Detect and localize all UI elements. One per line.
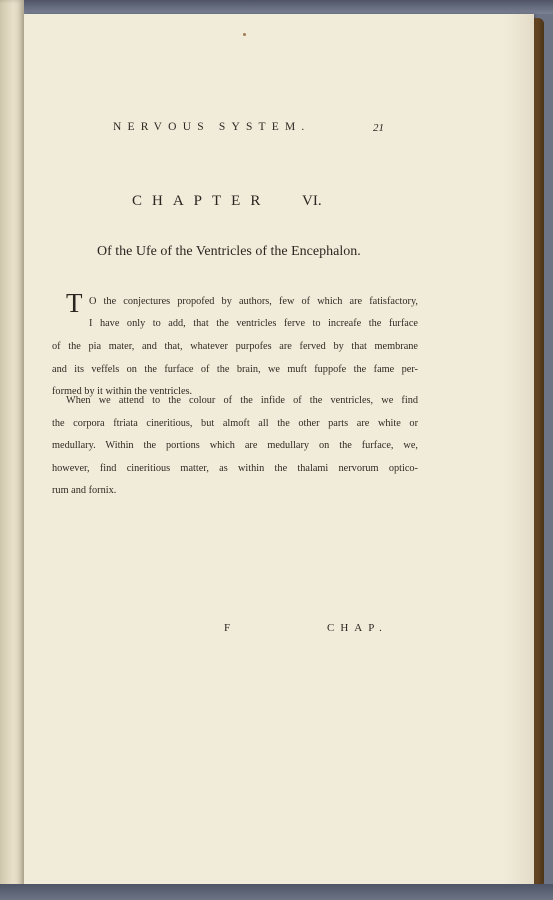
chapter-number: VI.: [302, 193, 322, 209]
paragraph-1-line-3: of the pia mater, and that, whatever purpofes are ferved by that membrane: [52, 341, 418, 352]
drop-cap: T: [66, 288, 83, 318]
page-number: 21: [373, 122, 384, 134]
paper-spot: [243, 33, 246, 36]
catchword: CHAP.: [327, 622, 388, 634]
running-head: NERVOUS SYSTEM.: [113, 121, 311, 133]
paragraph-2: [52, 390, 418, 503]
paragraph-1-line-1: O the conjectures propofed by authors, few of which are fatisfactory,: [89, 296, 418, 307]
paragraph-2-line-5: rum and fornix.: [52, 485, 117, 496]
paragraph-1-line-2: I have only to add, that the ventricles ferve to increafe the furface: [89, 318, 418, 329]
paragraph-2-line-2: the corpora ftriata cineritious, but almoft all the other parts are white or: [52, 417, 418, 429]
chapter-label: CHAPTER: [132, 193, 271, 209]
paragraph-1-line-4: and its veffels on the furface of the brain, we muft fuppofe the fame per-: [52, 363, 418, 375]
paragraph-1-line-5: formed by it within the ventricles.: [52, 386, 193, 397]
chapter-title: Of the Ufe of the Ventricles of the Encephalon.: [97, 244, 361, 259]
scan-background-bottom: [0, 884, 553, 900]
facing-page-edge: [0, 0, 24, 900]
signature-mark: F: [224, 622, 231, 634]
paragraph-2-line-1: When we attend to the colour of the infide of the ventricles, we find: [66, 395, 418, 406]
paragraph-2-line-4: however, find cineritious matter, as within the thalami nervorum optico-: [52, 462, 418, 474]
paragraph-2-line-3: medullary. Within the portions which are medullary on the furface, we,: [52, 440, 418, 451]
scan-background-top: [0, 0, 553, 14]
